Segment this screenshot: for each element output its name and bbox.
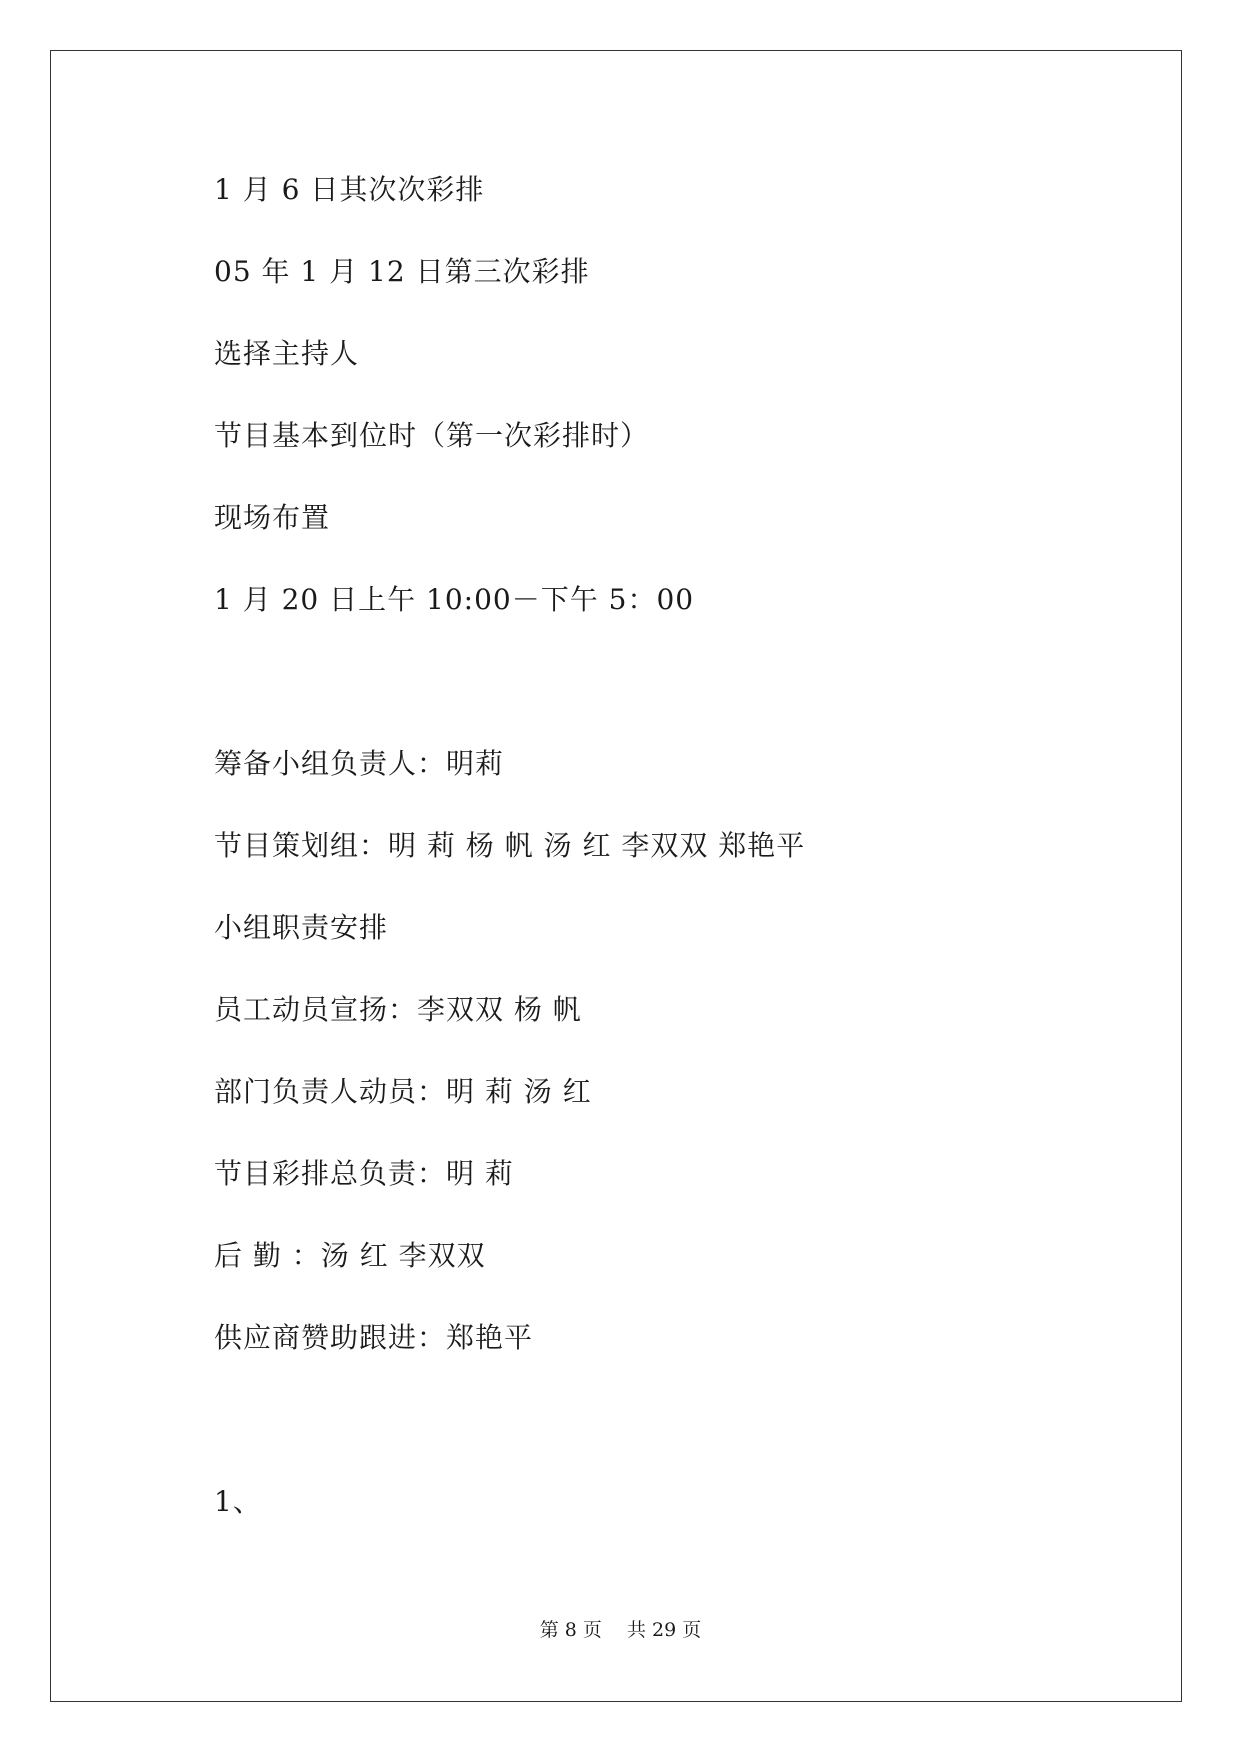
page-border bbox=[50, 50, 1182, 1702]
text-line-select-host: 选择主持人 bbox=[214, 337, 360, 370]
text-line-staff-mobilization: 员工动员宣扬：李双双 杨 帆 bbox=[214, 993, 582, 1026]
text-line-venue-setup: 现场布置 bbox=[214, 501, 331, 534]
text-line-rehearsal-lead: 节目彩排总负责：明 莉 bbox=[214, 1157, 514, 1190]
text-line-planning-group: 节目策划组：明 莉 杨 帆 汤 红 李双双 郑艳平 bbox=[214, 829, 806, 862]
text-line-logistics: 后 勤 ：汤 红 李双双 bbox=[214, 1239, 486, 1272]
text-line-rehearsal-2: 1 月 6 日其次次彩排 bbox=[214, 173, 485, 206]
text-line-program-ready: 节目基本到位时（第一次彩排时） bbox=[214, 419, 650, 452]
text-line-prep-lead: 筹备小组负责人：明莉 bbox=[214, 747, 505, 780]
text-line-rehearsal-3: 05 年 1 月 12 日第三次彩排 bbox=[214, 255, 590, 288]
text-line-duties-heading: 小组职责安排 bbox=[214, 911, 389, 944]
text-line-sponsor-followup: 供应商赞助跟进：郑艳平 bbox=[214, 1321, 534, 1354]
text-line-list-number: 1、 bbox=[214, 1485, 262, 1518]
text-line-dept-mobilization: 部门负责人动员：明 莉 汤 红 bbox=[214, 1075, 592, 1108]
page-footer: 第 8 页 共 29 页 bbox=[539, 1619, 702, 1641]
text-line-setup-time: 1 月 20 日上午 10:00－下午 5：00 bbox=[214, 583, 695, 616]
